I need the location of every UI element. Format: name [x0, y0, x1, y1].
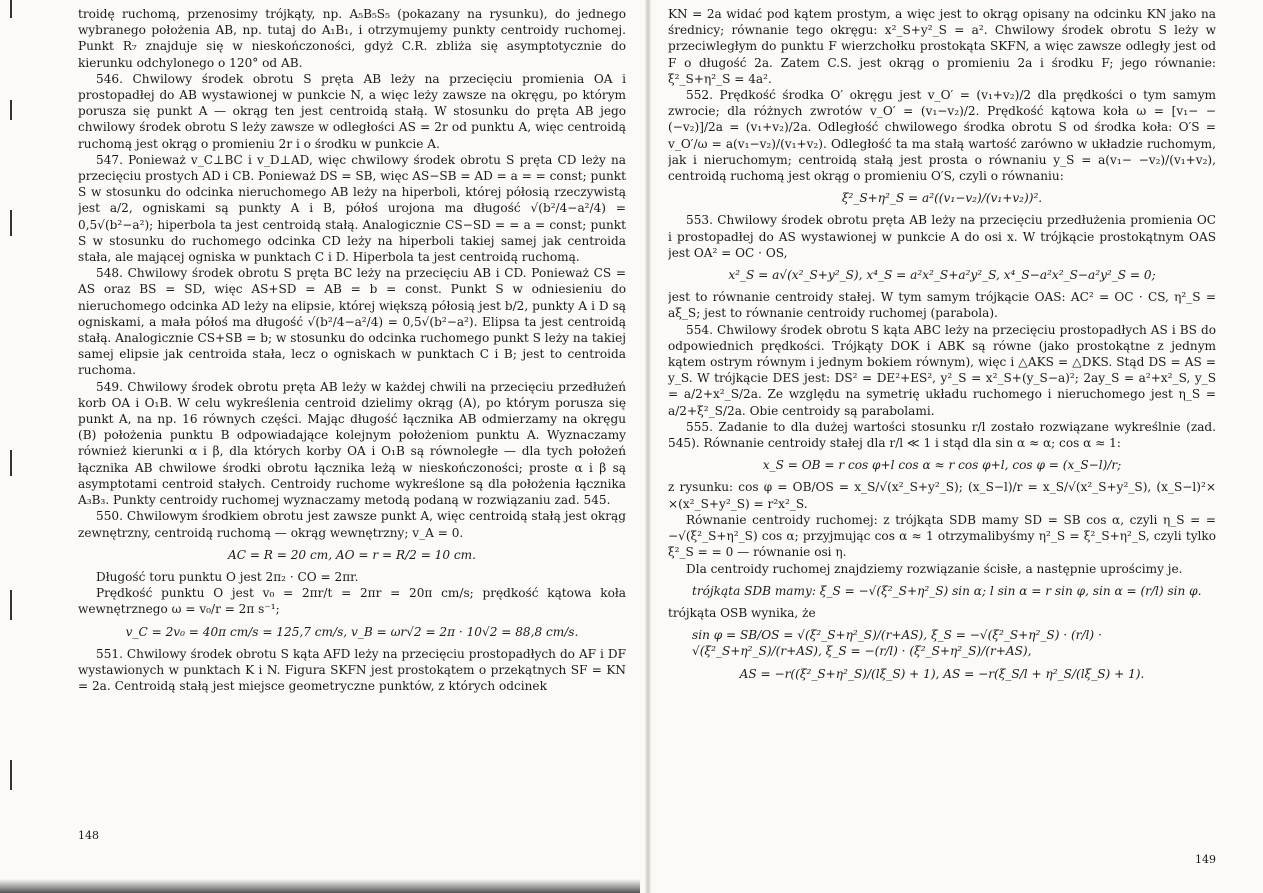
right-page	[668, 6, 1216, 886]
paragraph: z rysunku: cos φ = OB/OS = x_S/√(x²_S+y²_S); (x_S−l)/r = x_S/√(x²_S+y²_S), (x_S−l)²× ×(x²_S+y²_S) = r²x²_S.	[668, 480, 1216, 511]
book-gutter	[645, 0, 651, 893]
problem-547: 547. Ponieważ v_C⊥BC i v_D⊥AD, więc chwilowy środek obrotu S pręta CD leży na przecięciu prostych AD i CB. Ponieważ DS = SB, więc AS−SB = AD = a = = const; punkt S w stosunku do odcinka nieruchomego AB leży na hiperboli, której półosią rzeczywistą jest a/2, ogniskami są punkty A i B, półoś urojona ma długość √(b²/4−a²/4) = 0,5√(b²−a²); hiperbola ta jest centroidą stałą. Analogicznie CS−SD = = a = const; punkt S w stosunku do ruchomego odcinka CD leży na hiperboli takiej samej jak centroida stała, ale mającej ogniska w punktach C i D. Hiperbola ta jest centroidą ruchomą.	[78, 152, 626, 265]
problem-546: 546. Chwilowy środek obrotu S pręta AB leży na przecięciu promienia OA i prostopadłej do AB wystawionej w punkcie N, a więc leży zawsze na okręgu, po którym porusza się punkt A — okrąg ten jest centroidą stałą. W stosunku do pręta AB jego chwilowy środek obrotu S leży zawsze w odległości AS = 2r od punktu A, więc centroidą ruchomą jest okrąg o promieniu 2r i o środku w punkcie A.	[78, 71, 626, 151]
paragraph: troidę ruchomą, przenosimy trójkąty, np. A₅B₅S₅ (pokazany na rysunku), do jednego wybranego położenia AB, np. tutaj do A₁B₁, i otrzymujemy punkty centroidy ruchomej. Punkt R₇ znajduje się w nieskończoności, gdyż C.R. zbliża się asymptotycznie do kierunku odchylonego o 120° od AB.	[78, 7, 626, 70]
page-number: 149	[1195, 853, 1216, 866]
problem-550: 550. Chwilowym środkiem obrotu jest zawsze punkt A, więc centroidą stałą jest okrąg zewnętrzny, centroidą ruchomą — okrąg wewnętrzny; v_A = 0.	[78, 509, 626, 540]
problem-552: 552. Prędkość środka O′ okręgu jest v_O′ = (v₁+v₂)/2 dla prędkości o tym samym zwrocie; dla różnych zwrotów v_O′ = (v₁−v₂)/2. Prędkość kątowa koła ω = [v₁− −(−v₂)]/2a = (v₁+v₂)/2a. Odległość chwilowego środka obrotu S od środka koła: O′S = v_O′/ω = a(v₁−v₂)/(v₁+v₂). Odległość ta ma stałą wartość zarówno w układzie ruchomym, jak i nieruchomym; centroidą stałą jest prosta o równaniu y_S = a(v₁− −v₂)/(v₁+v₂), centroidą ruchomą jest okrąg o promieniu O′S, czyli o równaniu:	[668, 88, 1216, 184]
problem-554: 554. Chwilowy środek obrotu S kąta ABC leży na przecięciu prostopadłych AS i BS do odpowiednich prędkości. Trójkąty DOK i ABK są równe (jako prostokątne z jednym kątem ostrym równym i jednym bokiem równym), więc i △AKS = △DKS. Stąd DS = AS = y_S. W trójkącie DES jest: DS² = DE²+ES², y²_S = x²_S+(y_S−a)²; 2ay_S = a²+x²_S, y_S = a/2+x²_S/2a. Ze względu na symetrię układu ruchomego i nieruchomego jest η_S = a/2+ξ²_S/2a. Obie centroidy są parabolami.	[668, 322, 1216, 418]
left-page	[78, 6, 626, 886]
binding-mark	[10, 590, 12, 620]
paragraph: Długość toru punktu O jest 2π₂ · CO = 2πr.	[96, 569, 359, 584]
problem-549: 549. Chwilowy środek obrotu pręta AB leży w każdej chwili na przecięciu przedłużeń korb OA i O₁B. W celu wykreślenia centroid dzielimy okrąg (A), po którym porusza się punkt A, na np. 16 równych części. Mając długość łącznika AB odmierzamy na okręgu (B) położenia punktu B odpowiadające kolejnym położeniom punktu A. Wyznaczamy również kierunki α i β, dla których korby OA i O₁B są równoległe — dla tych położeń łącznika AB chwilowe środki obrotu łącznika leżą w nieskończoności; proste α i β są asymptotami centroid stałych. Centroidy ruchome wykreślone są dla położenia łącznika A₃B₃. Punkty centroidy ruchomej wyznaczamy metodą podaną w rozwiązaniu zad. 545.	[78, 379, 626, 508]
paragraph: trójkąta OSB wynika, że	[668, 605, 816, 620]
paragraph: Dla centroidy ruchomej znajdziemy rozwiązanie ścisłe, a następnie uprościmy je.	[686, 561, 1183, 576]
equation: sin φ = SB/OS = √(ξ²_S+η²_S)/(r+AS), ξ_S = −√(ξ²_S+η²_S) · (r/l) · √(ξ²_S+η²_S)/(r+AS), ξ_S = −(r/l) · (ξ²_S+η²_S)/(r+AS),	[692, 628, 1102, 659]
paragraph: Prędkość punktu O jest v₀ = 2πr/t = 2πr = 20π cm/s; prędkość kątowa koła wewnętrznego ω = v₀/r = 2π s⁻¹;	[78, 586, 626, 617]
binding-mark	[10, 0, 12, 18]
scan-shadow	[0, 879, 640, 893]
equation: AC = R = 20 cm, AO = r = R/2 = 10 cm.	[228, 547, 476, 562]
equation: AS = −r((ξ²_S+η²_S)/(lξ_S) + 1), AS = −r(ξ_S/l + η²_S/(lξ_S) + 1).	[739, 666, 1145, 681]
equation: x_S = OB = r cos φ+l cos α ≈ r cos φ+l, cos φ = (x_S−l)/r;	[762, 458, 1122, 473]
problem-555: 555. Zadanie to dla dużej wartości stosunku r/l zostało rozwiązane wykreślnie (zad. 545). Równanie centroidy stałej dla r/l ≪ 1 i stąd dla sin α ≈ α; cos α ≈ 1:	[668, 419, 1216, 451]
paragraph: Równanie centroidy ruchomej: z trójkąta SDB mamy SD = SB cos α, czyli η_S = = −√(ξ²_S+η²_S) cos α; przyjmując cos α ≈ 1 otrzymalibyśmy η²_S = ξ²_S+η²_S, czyli tylko ξ²_S = = 0 — równanie osi η.	[668, 512, 1216, 560]
binding-mark	[10, 100, 12, 120]
binding-mark	[10, 210, 12, 236]
binding-mark	[10, 760, 12, 790]
equation: ξ²_S+η²_S = a²((v₁−v₂)/(v₁+v₂))².	[841, 191, 1043, 206]
page-number: 148	[78, 829, 99, 842]
equation: v_C = 2v₀ = 40π cm/s = 125,7 cm/s, v_B = ωr√2 = 2π · 10√2 = 88,8 cm/s.	[125, 624, 579, 639]
binding-mark	[10, 450, 12, 476]
paragraph: KN = 2a widać pod kątem prostym, a więc jest to okrąg opisany na odcinku KN jako na średnicy; równanie tego okręgu: x²_S+y²_S = a². Chwilowy środek obrotu S leży w przeciwległym do punktu F wierzchołku prostokąta SKFN, a więc zawsze odległy jest od F o długość 2a. Zatem C.S. jest okrąg o promieniu 2a i środku F; jego równanie: ξ²_S+η²_S = 4a².	[668, 7, 1216, 86]
paragraph: jest to równanie centroidy stałej. W tym samym trójkącie OAS: AC² = OC · CS, η²_S = aξ_S; jest to równanie centroidy ruchomej (parabola).	[668, 290, 1216, 321]
problem-548: 548. Chwilowy środek obrotu S pręta BC leży na przecięciu AB i CD. Ponieważ CS = AS oraz BS = SD, więc AS+SD = AB = b = const. Punkt S w odniesieniu do nieruchomego odcinka AD leży na elipsie, której większą półosią jest b/2, punkty A i D są ogniskami, a mała półoś ma długość √(b²/4−a²/4) = 0,5√(b²−a²). Elipsa ta jest centroidą stałą. Analogicznie CS+SB = b; w stosunku do odcinka ruchomego punkt S leży na takiej samej elipsie jak centroida stała, lecz o ogniskach w punktach C i B; jest to centroida ruchoma.	[78, 266, 626, 378]
problem-551: 551. Chwilowy środek obrotu S kąta AFD leży na przecięciu prostopadłych do AF i DF wystawionych w punktach K i N. Figura SKFN jest prostokątem o przekątnych SF = KN = 2a. Centroidą stałą jest miejsce geometryczne punktów, z których odcinek	[78, 646, 626, 694]
problem-553: 553. Chwilowy środek obrotu pręta AB leży na przecięciu przedłużenia promienia OC i prostopadłej do AS wystawionej w punkcie A do osi x. W trójkącie prostokątnym OAS jest OA² = OC · OS,	[668, 213, 1216, 260]
equation: x²_S = a√(x²_S+y²_S), x⁴_S = a²x²_S+a²y²_S, x⁴_S−a²x²_S−a²y²_S = 0;	[728, 268, 1156, 283]
equation: trójkąta SDB mamy: ξ_S = −√(ξ²_S+η²_S) sin α; l sin α = r sin φ, sin α = (r/l) sin φ.	[692, 583, 1202, 598]
